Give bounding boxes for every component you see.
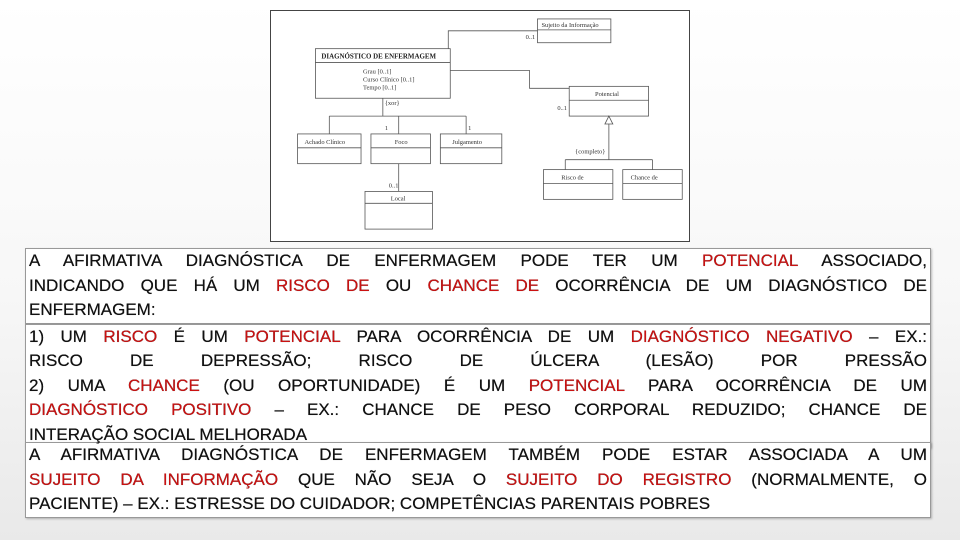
paragraph-subject (25, 442, 931, 518)
text-line (29, 468, 927, 493)
text-line (29, 398, 927, 423)
nursing-diagnosis-title: DIAGNÓSTICO DE ENFERMAGEM (321, 53, 436, 61)
complete-label: {completo} (575, 148, 606, 156)
text-segment: ENFERMAGEM: (29, 300, 156, 319)
text-segment: OU (369, 275, 428, 295)
text-line (29, 298, 927, 323)
chance-label: Chance de (630, 174, 658, 182)
highlighted-term: RISCO DE (276, 275, 370, 295)
text-segment: RISCO DE DEPRESSÃO; RISCO DE ÚLCERA (LESÃO) POR PRESSÃO (29, 351, 927, 370)
attr-time: Tempo [0..1] (363, 84, 397, 92)
text-segment: É UM (157, 326, 245, 346)
subject-multiplicity: 0..1 (525, 33, 536, 41)
potential-box-label: Potencial (595, 91, 619, 99)
text-segment: INDICANDO QUE HÁ UM (29, 275, 277, 295)
text-segment: 1) UM (29, 326, 104, 346)
text-segment: PARA OCORRÊNCIA DE UM (624, 375, 927, 395)
highlighted-term: SUJEITO DO REGISTRO (505, 469, 732, 489)
highlighted-term: POTENCIAL (244, 326, 341, 346)
highlighted-term: SUJEITO DA INFORMAÇÃO (29, 469, 279, 489)
local-label: Local (390, 195, 406, 203)
xor-label: {xor} (384, 100, 400, 108)
multiplicity-one-b: 1 (468, 124, 472, 132)
text-segment: (NORMALMENTE, O (731, 469, 927, 489)
potential-multiplicity: 0..1 (557, 105, 567, 113)
paragraph-potential (25, 248, 931, 324)
highlighted-term: POTENCIAL (528, 375, 625, 395)
text-segment: INTERAÇÃO SOCIAL MELHORADA (29, 424, 308, 444)
text-segment: QUE NÃO SEJA O (278, 469, 506, 489)
text-segment: OCORRÊNCIA DE UM DIAGNÓSTICO DE (539, 275, 928, 295)
uml-class-diagram (271, 11, 689, 241)
text-line (29, 274, 927, 299)
uml-diagram-image (270, 10, 690, 242)
text-segment: A AFIRMATIVA DIAGNÓSTICA DE ENFERMAGEM TAMBÉM PODE ESTAR ASSOCIADA A UM (29, 445, 927, 464)
risk-label: Risco de (561, 174, 584, 182)
text-panel (28, 248, 928, 518)
text-segment: PACIENTE) – EX.: ESTRESSE DO CUIDADOR; COMPETÊNCIAS PARENTAIS POBRES (29, 494, 711, 513)
clinical-finding-label: Achado Clínico (304, 138, 346, 146)
subject-box-label: Sujeito da Informação (541, 21, 599, 29)
highlighted-term: RISCO (103, 326, 158, 346)
focus-label: Foco (394, 138, 408, 146)
text-segment: – EX.: CHANCE DE PESO CORPORAL REDUZIDO; CHANCE DE (251, 400, 927, 419)
local-multiplicity: 0..1 (388, 182, 399, 190)
text-segment: PARA OCORRÊNCIA DE UM (340, 326, 631, 346)
highlighted-term: CHANCE (128, 375, 200, 395)
paragraph-risk-chance (25, 324, 931, 449)
highlighted-term: DIAGNÓSTICO POSITIVO (29, 400, 252, 419)
highlighted-term: DIAGNÓSTICO NEGATIVO (630, 326, 853, 346)
text-line (29, 443, 927, 468)
highlighted-term: CHANCE DE (427, 275, 540, 295)
judgement-label: Julgamento (452, 138, 482, 146)
attr-grade: Grau [0..1] (363, 68, 392, 76)
text-segment: A AFIRMATIVA DIAGNÓSTICA DE ENFERMAGEM PODE TER UM (29, 251, 703, 270)
multiplicity-one-a: 1 (384, 124, 389, 132)
attr-clinical-course: Curso Clínico [0..1] (363, 76, 415, 84)
highlighted-term: POTENCIAL (702, 251, 798, 270)
text-segment: (OU OPORTUNIDADE) É UM (199, 375, 529, 395)
text-segment: 2) UMA (29, 375, 129, 395)
text-segment: – EX.: (852, 326, 928, 346)
text-line (29, 349, 927, 374)
text-segment: ASSOCIADO, (797, 251, 927, 270)
text-line (29, 325, 927, 350)
text-line (29, 492, 927, 517)
text-line (29, 249, 927, 274)
text-line (29, 374, 927, 399)
